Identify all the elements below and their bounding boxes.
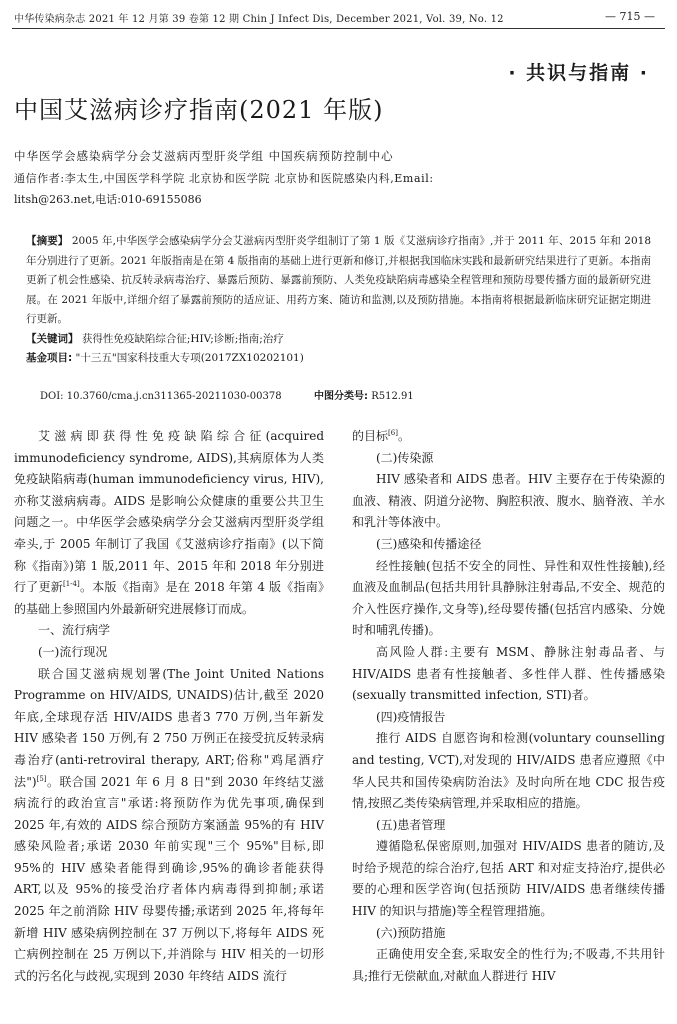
keywords	[26, 330, 651, 350]
paragraph: 的目标[6]。	[352, 429, 410, 443]
abstract	[26, 232, 651, 330]
keywords-label: 【关键词】	[26, 332, 79, 345]
authors: 中华医学会感染病学分会艾滋病丙型肝炎学组 中国疾病预防控制中心	[14, 149, 394, 163]
clc-label: 中图分类号:	[314, 391, 368, 402]
subsection-heading: (三)感染和传播途径	[376, 536, 482, 551]
paragraph: 推行 AIDS 自愿咨询和检测(voluntary counselling and testing, VCT),对发现的 HIV/AIDS 患者应遵照《中华人民共和国传染病防治法》及时向所在地 CDC 报告疫情,按照乙类传染病管理,并采取相应的措施。	[352, 731, 665, 811]
abstract-label: 【摘要】	[26, 235, 69, 247]
abstract-text: 2005 年,中华医学会感染病学分会艾滋病丙型肝炎学组制订了第 1 版《艾滋病诊疗指南》,并于 2011 年、2015 年和 2018 年分别进行了更新。2021 年版指南是在第 4 版指南的基础上进行更新和修订,并根据我国临床实践和最新研究结果进行了更新。本指南更新了机会性感染、抗反转录病毒治疗、暴露后预防、暴露前预防、人类免疫缺陷病毒感染全程管理和预防母婴传播方面的最新研究进展。在 2021 年版中,详细介绍了暴露前预防的适应证、用药方案、随访和监测,以及预防措施。本指南将根据最新临床研究证据定期进行更新。	[26, 235, 652, 325]
subsection-heading: (五)患者管理	[376, 817, 446, 832]
paragraph: 艾滋病即获得性免疫缺陷综合征(acquired immunodeficiency syndrome, AIDS),其病原体为人类免疫缺陷病毒(human immunodeficiency virus, HIV),亦称艾滋病病毒。AIDS 是影响公众健康的重要公共卫生问题之一。中华医学会感染病学分会艾滋病丙型肝炎学组牵头,于 2005 年制订了我国《艾滋病诊疗指南》(以下简称《指南》)第 1 版,2011 年、2015 年和 2018 年分别进行了更新[1-4]。本版《指南》是在 2018 年第 4 版《指南》的基础上参照国内外最新研究进展修订而成。	[14, 429, 324, 616]
citation: [6]	[388, 429, 398, 437]
running-header: 中华传染病杂志 2021 年 12 月第 39 卷第 12 期 Chin J Infect Dis, December 2021, Vol. 39, No. 12	[14, 14, 504, 25]
body-left-column	[14, 426, 324, 987]
page-title: 中国艾滋病诊疗指南(2021 年版)	[14, 96, 384, 124]
section-label: · 共识与指南 ·	[508, 62, 649, 84]
subsection-heading: (二)传染源	[376, 450, 434, 465]
body-right-column	[352, 426, 665, 987]
paragraph: 联合国艾滋病规划署(The Joint United Nations Programme on HIV/AIDS, UNAIDS)估计,截至 2020 年底,全球现存活 HIV/AIDS 患者3 770 万例,当年新发 HIV 感染者 150 万例,有 2 750 万例正在接受抗反转录病毒治疗(anti-retroviral therapy, ART;俗称"鸡尾酒疗法")[5]。联合国 2021 年 6 月 8 日"到 2030 年终结艾滋病流行的政治宣言"承诺:将预防作为优先事项,确保到 2025 年,有效的 AIDS 综合预防方案涵盖 95%的有 HIV 感染风险者;承诺 2030 年前实现"三个 95%"目标,即 95%的 HIV 感染者能得到确诊,95%的确诊者能获得 ART,以及 95%的接受治疗者体内病毒得到抑制;承诺 2025 年之前消除 HIV 母婴传播;承诺到 2025 年,将每年新增 HIV 感染病例控制在 37 万例以下,将每年 AIDS 死亡病例控制在 25 万例以下,并消除与 HIV 相关的一切形式的污名化与歧视,实现到 2030 年终结 AIDS 流行	[14, 666, 325, 983]
funding	[26, 349, 651, 369]
abstract-block	[26, 232, 651, 369]
clc-number: R512.91	[371, 391, 414, 402]
funding-text: "十三五"国家科技重大专项(2017ZX10202101)	[75, 352, 304, 364]
subsection-heading: (四)疫情报告	[376, 709, 446, 724]
doi: DOI: 10.3760/cma.j.cn311365-20211030-00378	[40, 391, 282, 402]
paragraph: 正确使用安全套,采取安全的性行为;不吸毒,不共用针具;推行无偿献血,对献血人群进行 HIV	[352, 947, 665, 983]
keywords-text: 获得性免疫缺陷综合征;HIV;诊断;指南;治疗	[81, 332, 284, 345]
correspondence-line-1: 通信作者:李太生,中国医学科学院 北京协和医学院 北京协和医院感染内科,Email:	[14, 172, 434, 185]
citation: [1-4]	[62, 580, 80, 589]
paragraph: HIV 感染者和 AIDS 患者。HIV 主要存在于传染源的血液、精液、阴道分泌物、胸腔积液、腹水、脑脊液、羊水和乳汁等体液中。	[352, 472, 665, 530]
header-rule	[12, 28, 665, 29]
paragraph: 遵循隐私保密原则,加强对 HIV/AIDS 患者的随访,及时给予规范的综合治疗,包括 ART 和对症支持治疗,提供必要的心理和医学咨询(包括预防 HIV/AIDS 患者继续传播 HIV 的知识与措施)等全程管理措施。	[352, 839, 665, 919]
subsection-heading: (六)预防措施	[376, 925, 446, 940]
citation: [5]	[36, 774, 47, 783]
page-number: — 715 —	[605, 10, 655, 23]
section-heading: 一、流行病学	[38, 623, 111, 638]
doi-line	[40, 387, 414, 402]
subsection-heading: (一)流行现况	[38, 644, 108, 659]
funding-label: 基金项目:	[26, 352, 73, 364]
paragraph: 经性接触(包括不安全的同性、异性和双性性接触),经血液及血制品(包括共用针具静脉注射毒品,不安全、规范的介入性医疗操作,文身等),经母婴传播(包括宫内感染、分娩时和哺乳传播)。	[352, 558, 665, 638]
correspondence-line-2: litsh@263.net,电话:010-69155086	[14, 193, 202, 206]
paragraph: 高风险人群:主要有 MSM、静脉注射毒品者、与 HIV/AIDS 患者有性接触者、多性伴人群、性传播感染(sexually transmitted infection, STI)者。	[352, 644, 665, 703]
